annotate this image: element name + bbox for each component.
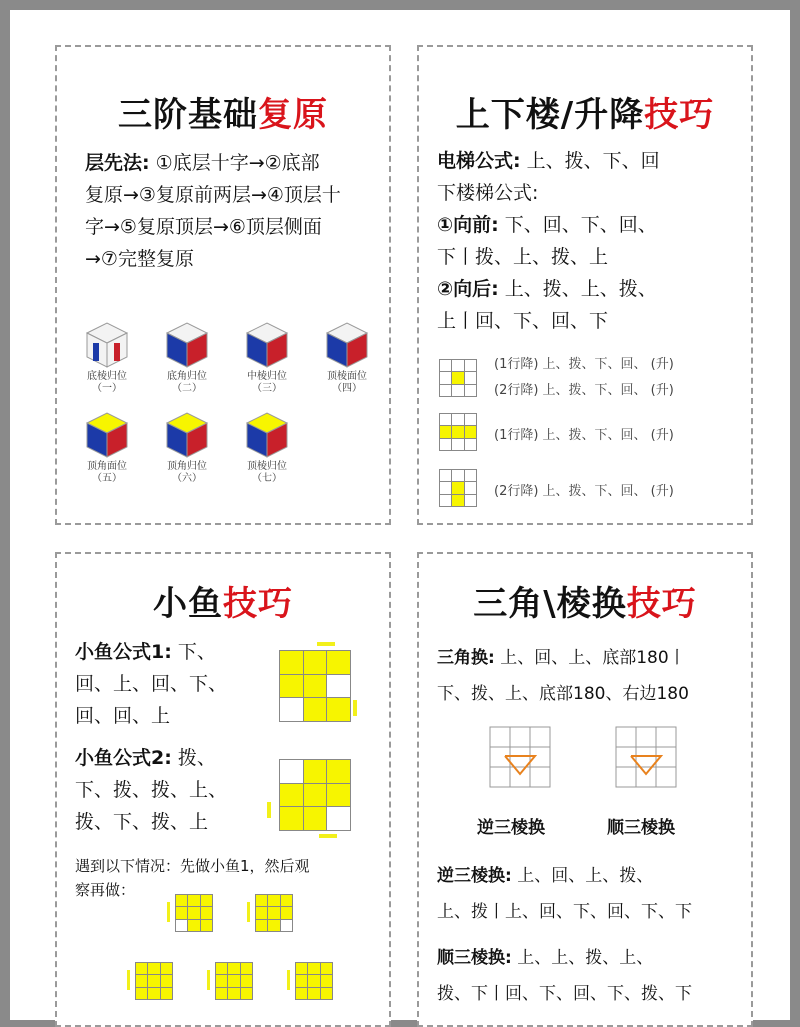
cube-step-name: 中棱归位	[247, 371, 287, 382]
cube-step-number: （二）	[172, 383, 202, 394]
cube-step	[317, 319, 377, 395]
cube-step-number: （六）	[172, 473, 202, 484]
cw-edge-diagram	[615, 726, 677, 788]
stairs-row-3: (1行降) 上、拨、下、回、 (升)	[494, 428, 674, 443]
grid-one-center	[439, 359, 477, 397]
fish-grid-2	[279, 759, 351, 831]
triangle-text: 三角换: 上、回、上、底部180丨 下、拨、上、底部180、右边180	[437, 648, 689, 704]
cube-icon	[161, 409, 213, 461]
fish-note: 遇到以下情况：先做小鱼1，然后观 察再做：	[75, 857, 310, 899]
ccw-caption: 逆三棱换	[477, 818, 545, 838]
card-basic	[55, 45, 391, 525]
card-fish	[55, 552, 391, 1027]
card-fish-title: 小鱼技巧	[153, 584, 293, 624]
cube-icon	[161, 319, 213, 371]
cube-steps-row2	[77, 409, 377, 509]
card-stairs	[417, 45, 753, 525]
ccw-edge-diagram	[489, 726, 551, 788]
cube-step-name: 底角归位	[167, 371, 207, 382]
fish-case-marker	[127, 970, 130, 990]
cube-step-name: 顶棱归位	[247, 461, 287, 472]
cube-step	[237, 409, 297, 485]
stairs-row-1: (1行降) 上、拨、下、回、 (升)	[494, 357, 674, 372]
fish-case-grid	[255, 894, 293, 932]
cube-step	[237, 319, 297, 395]
cube-step	[77, 319, 137, 395]
ccw-formula: 逆三棱换: 上、回、上、拨、 上、拨丨上、回、下、回、下、下	[437, 866, 692, 922]
card-basic-title: 三阶基础复原	[118, 95, 328, 135]
stairs-row-4: (2行降) 上、拨、下、回、 (升)	[494, 484, 674, 499]
grid-middle-row	[439, 413, 477, 451]
cube-step-name: 顶棱面位	[327, 371, 367, 382]
cube-step	[77, 409, 137, 485]
fish-formula-1: 小鱼公式1: 下、 回、上、回、下、 回、回、上	[75, 641, 228, 727]
cube-step-number: （七）	[252, 473, 282, 484]
cube-step	[157, 319, 217, 395]
cube-step	[157, 409, 217, 485]
cube-step-name: 底棱归位	[87, 371, 127, 382]
stairs-text: 电梯公式: 上、拨、下、回 下楼梯公式: ①向前: 下、回、下、回、 下丨拨、上、拨、上 ②向后: 上、拨、上、拨、 上丨回、下、回、下	[437, 150, 660, 332]
fish-case-grid	[215, 962, 253, 1000]
fish-cases	[57, 894, 393, 1024]
cube-step-number: （三）	[252, 383, 282, 394]
fish-case-marker	[247, 902, 250, 922]
layer-method-text: 层先法: ①底层十字→②底部 复原→③复原前两层→④顶层十 字→⑤复原顶层→⑥顶层侧面 →⑦完整复原	[85, 152, 341, 270]
fish-case-grid	[295, 962, 333, 1000]
stairs-row-2: (2行降) 上、拨、下、回、 (升)	[494, 383, 674, 398]
cw-formula: 顺三棱换: 上、上、拨、上、 拨、下丨回、下、回、下、拨、下	[437, 948, 692, 1004]
cube-step-number: （一）	[92, 383, 122, 394]
grid-lower-two	[439, 469, 477, 507]
fish-case-marker	[207, 970, 210, 990]
cube-icon	[321, 319, 373, 371]
fish-case-marker	[167, 902, 170, 922]
fish-case-marker	[287, 970, 290, 990]
fish-marker	[353, 700, 357, 716]
cw-caption: 顺三棱换	[607, 818, 675, 838]
cube-step-number: （五）	[92, 473, 122, 484]
cube-step-name: 顶角面位	[87, 461, 127, 472]
fish-case-grid	[135, 962, 173, 1000]
fish-grid-1	[279, 650, 351, 722]
cube-icon	[241, 319, 293, 371]
cube-step-number: （四）	[332, 383, 362, 394]
cube-icon	[81, 409, 133, 461]
cube-icon	[241, 409, 293, 461]
fish-case-grid	[175, 894, 213, 932]
cube-step-name: 顶角归位	[167, 461, 207, 472]
card-triangle-title: 三角\棱换技巧	[473, 584, 697, 624]
fish-marker	[319, 834, 337, 838]
cube-steps-row1	[77, 319, 377, 409]
fish-marker	[317, 642, 335, 646]
cube-icon	[81, 319, 133, 371]
card-stairs-title: 上下楼/升降技巧	[455, 95, 715, 135]
card-triangle	[417, 552, 753, 1027]
fish-marker	[267, 802, 271, 818]
sheet	[10, 10, 790, 1020]
fish-formula-2: 小鱼公式2: 拨、 下、拨、拨、上、 拨、下、拨、上	[75, 747, 228, 833]
